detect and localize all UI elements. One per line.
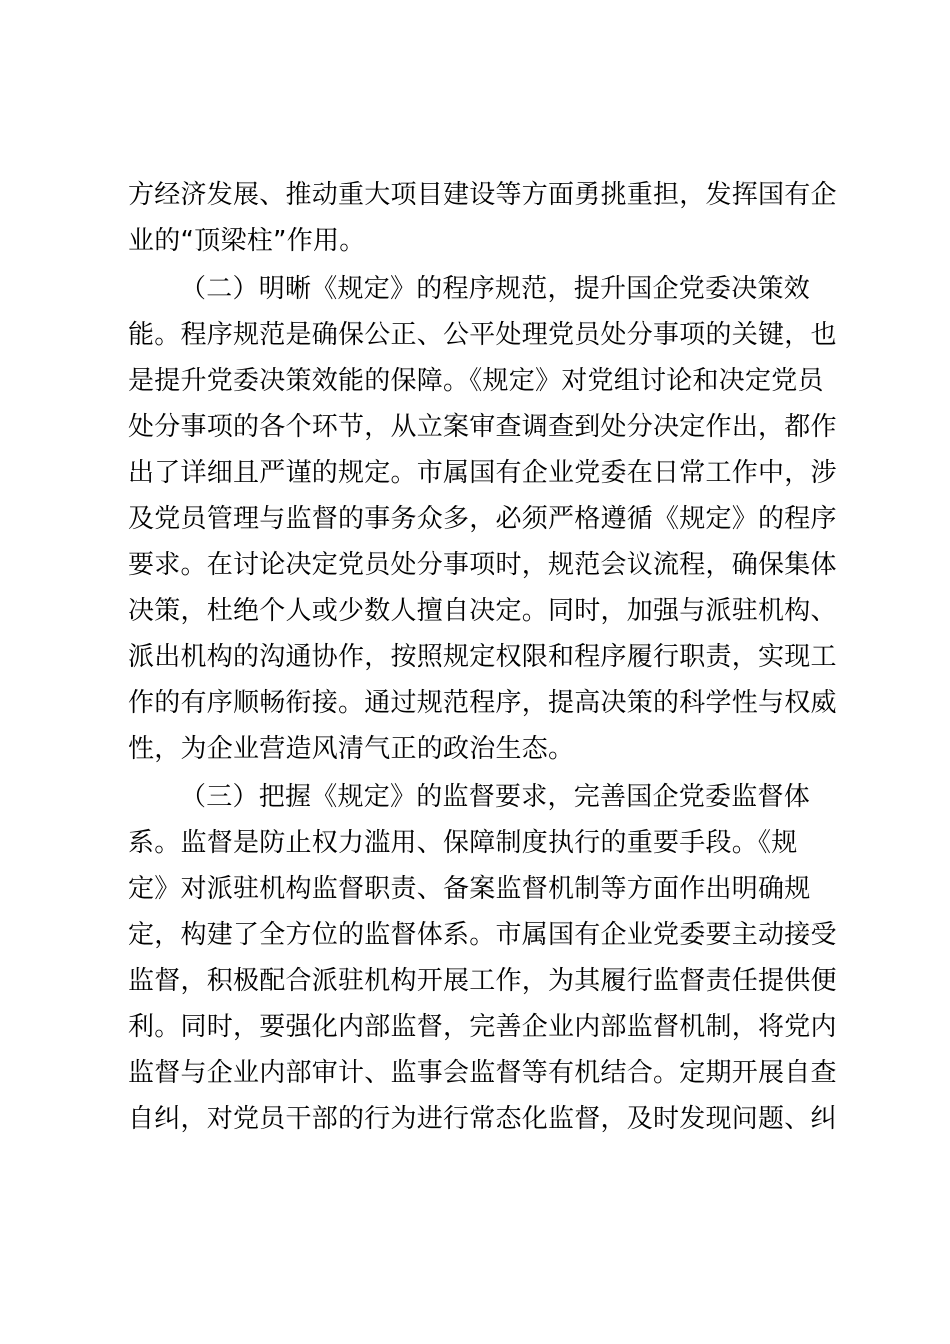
- text-line: 出了详细且严谨的规定。市属国有企业党委在日常工作中，涉: [128, 458, 837, 488]
- text-line: 监督，积极配合派驻机构开展工作，为其履行监督责任提供便: [128, 966, 837, 996]
- text-line: 作的有序顺畅衔接。通过规范程序，提高决策的科学性与权威: [128, 688, 837, 718]
- text-line: 性，为企业营造风清气正的政治生态。: [128, 734, 575, 764]
- text-line: 能。程序规范是确保公正、公平处理党员处分事项的关键，也: [128, 320, 837, 350]
- paragraph-continuation: [128, 172, 837, 264]
- text-line: 定》对派驻机构监督职责、备案监督机制等方面作出明确规: [128, 874, 811, 904]
- section-heading-line: （三）把握《规定》的监督要求，完善国企党委监督体: [180, 782, 811, 812]
- text-line: 派出机构的沟通协作，按照规定权限和程序履行职责，实现工: [128, 642, 837, 672]
- text-line: 监督与企业内部审计、监事会监督等有机结合。定期开展自查: [128, 1058, 837, 1088]
- text-line: 自纠，对党员干部的行为进行常态化监督，及时发现问题、纠: [128, 1104, 837, 1134]
- paragraph-section-two: [128, 266, 837, 772]
- text-line: 利。同时，要强化内部监督，完善企业内部监督机制，将党内: [128, 1012, 837, 1042]
- text-line: 系。监督是防止权力滥用、保障制度执行的重要手段。《规: [128, 828, 798, 858]
- text-line: 是提升党委决策效能的保障。《规定》对党组讨论和决定党员: [128, 366, 824, 396]
- text-line: 定，构建了全方位的监督体系。市属国有企业党委要主动接受: [128, 920, 837, 950]
- text-line: 决策，杜绝个人或少数人擅自决定。同时，加强与派驻机构、: [128, 596, 837, 626]
- body-text: [128, 172, 837, 1142]
- paragraph-section-three: [128, 774, 837, 1142]
- text-line: 处分事项的各个环节，从立案审查调查到处分决定作出，都作: [128, 412, 837, 442]
- text-line: 及党员管理与监督的事务众多，必须严格遵循《规定》的程序: [128, 504, 837, 534]
- section-heading-line: （二）明晰《规定》的程序规范，提升国企党委决策效: [180, 274, 811, 304]
- text-line: 业的“顶梁柱”作用。: [128, 226, 366, 256]
- text-line: 要求。在讨论决定党员处分事项时，规范会议流程，确保集体: [128, 550, 837, 580]
- text-line: 方经济发展、推动重大项目建设等方面勇挑重担，发挥国有企: [128, 180, 837, 210]
